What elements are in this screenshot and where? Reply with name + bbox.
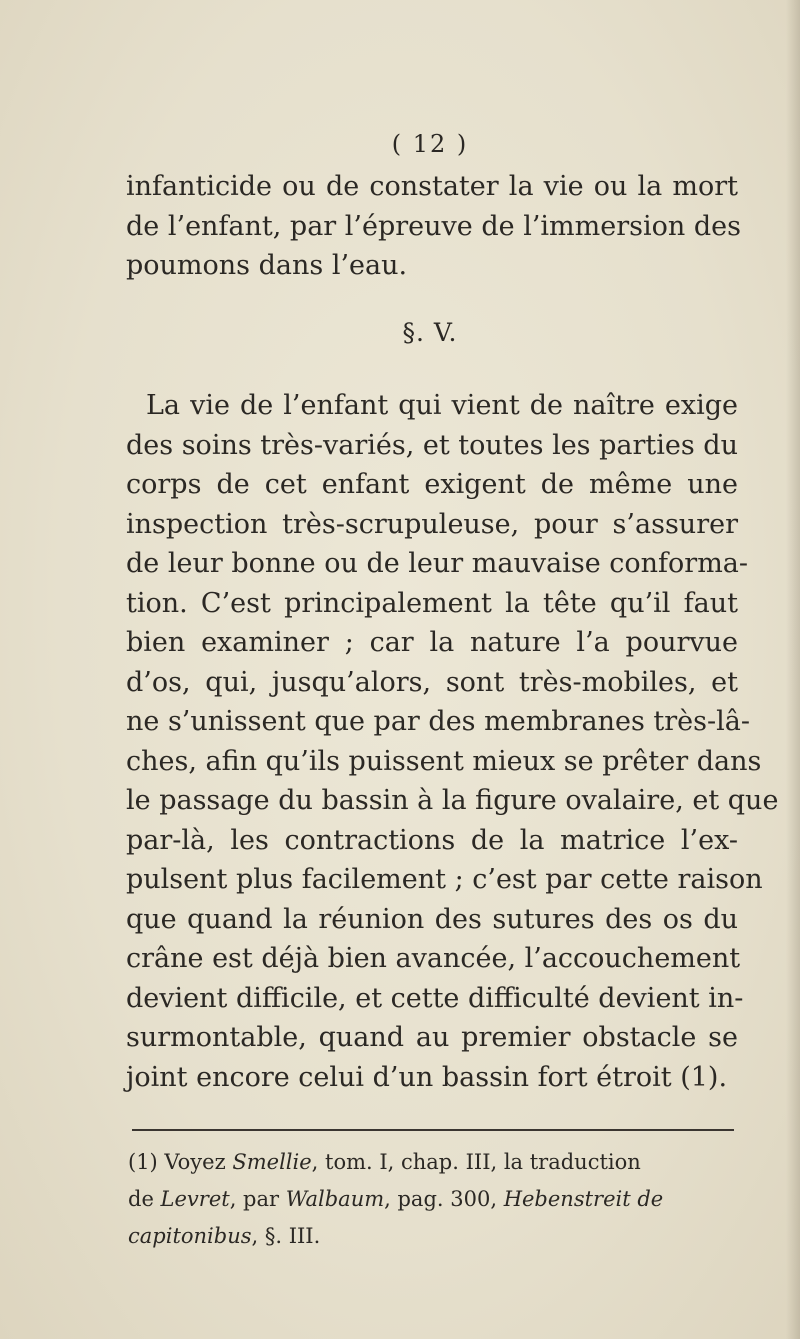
text-line: ne s’unissent que par des membranes très-lâ- bbox=[126, 706, 750, 737]
footnote-text: , tom. I, chap. III, la traduction bbox=[311, 1150, 641, 1174]
text-line: La vie de l’enfant qui vient de naître exige bbox=[146, 390, 738, 421]
footnote-title: capitonibus bbox=[128, 1224, 252, 1248]
footnote-author: Smellie bbox=[232, 1150, 312, 1174]
text-line: crâne est déjà bien avancée, l’accouchement bbox=[126, 943, 741, 974]
intro-paragraph bbox=[126, 167, 741, 286]
footnote-text: , par bbox=[229, 1187, 286, 1211]
text-line: poumons dans l’eau. bbox=[126, 250, 408, 281]
footnote-text: de bbox=[128, 1187, 161, 1211]
section-heading: §. V. bbox=[402, 318, 458, 347]
text-line: de l’enfant, par l’épreuve de l’immersion des bbox=[126, 210, 741, 242]
text-line: des soins très-variés, et toutes les parties du bbox=[126, 429, 738, 461]
text-line: tion. C’est principalement la tête qu’il faut bbox=[126, 587, 738, 619]
main-paragraph bbox=[126, 386, 779, 1097]
footnote bbox=[128, 1144, 736, 1255]
text-line: infanticide ou de constater la vie ou la mort bbox=[126, 171, 738, 202]
text-line: de leur bonne ou de leur mauvaise conforma- bbox=[126, 548, 749, 579]
text-line: d’os, qui, jusqu’alors, sont très-mobiles, et bbox=[126, 666, 738, 698]
footnote-text: , §. III. bbox=[251, 1224, 321, 1248]
text-line: le passage du bassin à la figure ovalaire, et que bbox=[126, 785, 779, 816]
text-line: que quand la réunion des sutures des os du bbox=[126, 903, 738, 935]
text-line: pulsent plus facilement ; c’est par cette raison bbox=[126, 864, 763, 895]
text-line: par-là, les contractions de la matrice l’ex- bbox=[126, 824, 738, 856]
footnote-text: , pag. 300, bbox=[384, 1187, 504, 1211]
text-line: inspection très-scrupuleuse, pour s’assurer bbox=[126, 508, 738, 540]
page-number: ( 12 ) bbox=[391, 130, 469, 158]
footnote-author: Hebenstreit de bbox=[503, 1187, 664, 1211]
footnote-line bbox=[128, 1218, 736, 1255]
footnote-line bbox=[128, 1144, 736, 1181]
text-line: bien examiner ; car la nature l’a pourvue bbox=[126, 627, 738, 658]
page-edge-shadow bbox=[786, 0, 800, 1339]
footnote-divider bbox=[132, 1129, 734, 1131]
footnote-line bbox=[128, 1181, 736, 1218]
footnote-author: Levret bbox=[160, 1187, 230, 1211]
text-line: devient difficile, et cette difficulté devient in- bbox=[126, 982, 744, 1014]
text-line: ches, afin qu’ils puissent mieux se prêter dans bbox=[126, 745, 762, 777]
text-line: joint encore celui d’un bassin fort étroit (1). bbox=[126, 1061, 728, 1093]
footnote-text: (1) Voyez bbox=[128, 1150, 233, 1174]
footnote-author: Walbaum bbox=[285, 1187, 385, 1211]
text-line: corps de cet enfant exigent de même une bbox=[126, 469, 738, 500]
text-line: surmontable, quand au premier obstacle se bbox=[126, 1022, 738, 1053]
